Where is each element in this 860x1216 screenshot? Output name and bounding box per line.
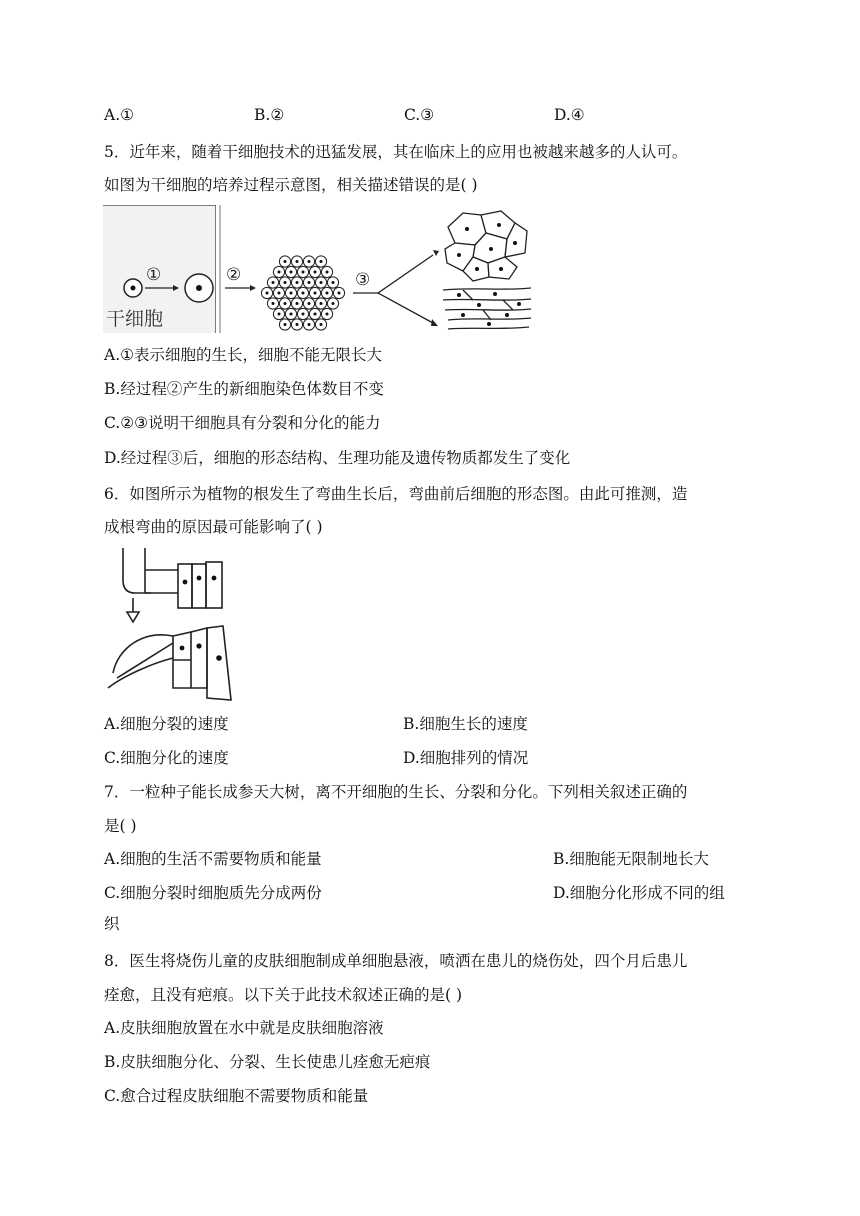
cluster-cell-nucleus xyxy=(302,271,305,274)
cluster-cell-nucleus xyxy=(314,313,317,316)
cluster-cell-nucleus xyxy=(308,281,311,284)
q5-stem-line1: 5．近年来，随着干细胞技术的迅猛发展，其在临床上的应用也被越来越多的人认可。 xyxy=(104,143,688,161)
cluster-cell-nucleus xyxy=(326,292,329,295)
stem-cell-label: 干细胞 xyxy=(106,308,164,330)
cluster-cell-nucleus xyxy=(272,281,275,284)
q4-option-a: A.① xyxy=(104,106,135,124)
cluster-cell-nucleus xyxy=(338,292,341,295)
q5-option-d: D.经过程③后，细胞的形态结构、生理功能及遗传物质都发生了变化 xyxy=(104,449,571,467)
q5-option-b: B.经过程②产生的新细胞染色体数目不变 xyxy=(104,380,384,398)
differentiated-epithelial-cells xyxy=(445,211,527,281)
q6-stem-line2: 成根弯曲的原因最可能影响了( ) xyxy=(104,518,323,536)
cluster-cell-nucleus xyxy=(296,281,299,284)
cluster-cell-nucleus xyxy=(284,260,287,263)
root-bending-cells-diagram xyxy=(103,548,243,703)
q6-option-a: A.细胞分裂的速度 xyxy=(104,715,229,733)
q6-option-c: C.细胞分化的速度 xyxy=(104,749,229,767)
cluster-cell-nucleus xyxy=(302,313,305,316)
q8-stem-line1: 8．医生将烧伤儿童的皮肤细胞制成单细胞悬液，喷洒在患儿的烧伤处，四个月后患儿 xyxy=(104,952,688,970)
q5-stem-line2: 如图为干细胞的培养过程示意图，相关描述错误的是( ) xyxy=(104,176,478,194)
q8-option-c: C.愈合过程皮肤细胞不需要物质和能量 xyxy=(104,1087,369,1105)
q5-option-a: A.①表示细胞的生长，细胞不能无限长大 xyxy=(104,346,383,364)
cluster-cell-nucleus xyxy=(272,302,275,305)
q7-option-b: B.细胞能无限制地长大 xyxy=(553,850,709,868)
cluster-cell-nucleus xyxy=(278,292,281,295)
q7-option-d: D.细胞分化形成不同的组 xyxy=(553,884,725,902)
cluster-cell-nucleus xyxy=(290,292,293,295)
dividing-cell-cluster xyxy=(261,256,344,330)
cluster-cell-nucleus xyxy=(320,302,323,305)
cluster-cell-nucleus xyxy=(314,292,317,295)
step-3-label: ③ xyxy=(355,270,371,290)
cluster-cell-nucleus xyxy=(284,281,287,284)
cluster-cell-nucleus xyxy=(326,313,329,316)
q7-option-d-wrap: 织 xyxy=(104,915,120,933)
cluster-cell-nucleus xyxy=(290,271,293,274)
cluster-cell-nucleus xyxy=(284,323,287,326)
cluster-cell-nucleus xyxy=(320,260,323,263)
q8-option-b: B.皮肤细胞分化、分裂、生长使患儿痊愈无疤痕 xyxy=(104,1053,431,1071)
q7-stem-line2: 是( ) xyxy=(104,817,137,835)
cluster-cell-nucleus xyxy=(320,281,323,284)
q6-stem-line1: 6．如图所示为植物的根发生了弯曲生长后，弯曲前后细胞的形态图。由此可推测，造 xyxy=(104,485,688,503)
cluster-cell-nucleus xyxy=(308,323,311,326)
q8-option-a: A.皮肤细胞放置在水中就是皮肤细胞溶液 xyxy=(104,1019,384,1037)
q6-option-d: D.细胞排列的情况 xyxy=(403,749,529,767)
cluster-cell-nucleus xyxy=(278,271,281,274)
q6-option-b: B.细胞生长的速度 xyxy=(403,715,528,733)
step-1-label: ① xyxy=(146,265,162,285)
cluster-cell-nucleus xyxy=(296,323,299,326)
cluster-cell-nucleus xyxy=(290,313,293,316)
q4-option-d: D.④ xyxy=(554,106,585,124)
q4-option-c: C.③ xyxy=(404,106,435,124)
cluster-cell-nucleus xyxy=(326,271,329,274)
cluster-cell-nucleus xyxy=(302,292,305,295)
step-2-label: ② xyxy=(226,265,242,285)
cluster-cell-nucleus xyxy=(332,281,335,284)
q7-stem-line1: 7．一粒种子能长成参天大树，离不开细胞的生长、分裂和分化。下列相关叙述正确的 xyxy=(104,783,688,801)
cluster-cell-nucleus xyxy=(266,292,269,295)
q4-option-b: B.② xyxy=(254,106,285,124)
cluster-cell-nucleus xyxy=(296,260,299,263)
cluster-cell-nucleus xyxy=(332,302,335,305)
q8-stem-line2: 痊愈，且没有疤痕。以下关于此技术叙述正确的是( ) xyxy=(104,986,463,1004)
cluster-cell-nucleus xyxy=(308,260,311,263)
cluster-cell-nucleus xyxy=(308,302,311,305)
stem-cell-culture-diagram xyxy=(103,205,533,335)
q7-option-c: C.细胞分裂时细胞质先分成两份 xyxy=(104,884,322,902)
cluster-cell-nucleus xyxy=(278,313,281,316)
differentiated-elongated-cells xyxy=(443,288,531,329)
cluster-cell-nucleus xyxy=(314,271,317,274)
cluster-cell-nucleus xyxy=(284,302,287,305)
q5-option-c: C.②③说明干细胞具有分裂和分化的能力 xyxy=(104,414,381,432)
cluster-cell-nucleus xyxy=(296,302,299,305)
cluster-cell-nucleus xyxy=(320,323,323,326)
q7-option-a: A.细胞的生活不需要物质和能量 xyxy=(104,850,322,868)
